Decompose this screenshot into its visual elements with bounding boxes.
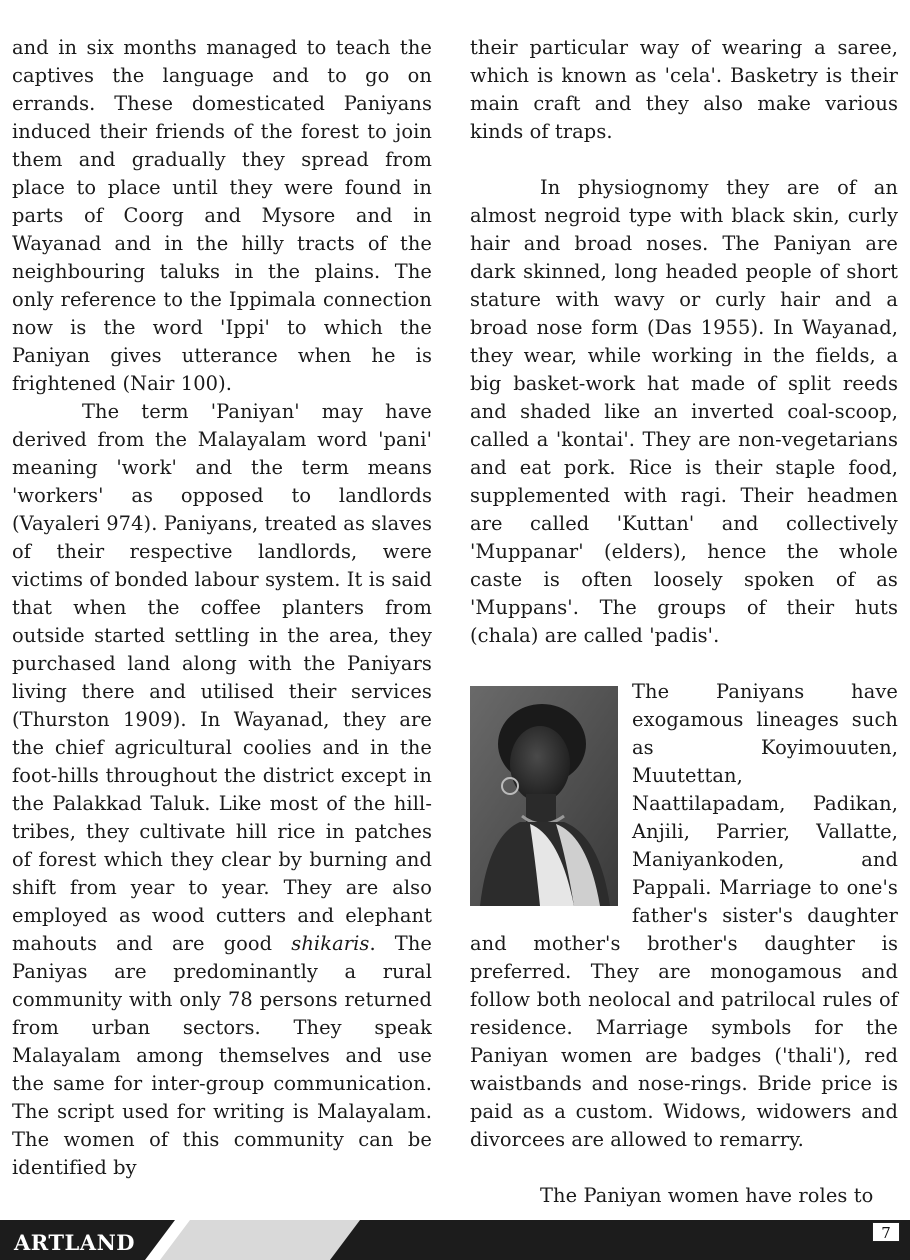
page-footer — [0, 1220, 910, 1260]
italic-term-shikaris: shikaris — [291, 932, 370, 955]
paragraph-term-paniyan-text: The term 'Paniyan' may have derived from the Malayalam word 'pani' meaning 'work' and the term means 'workers' as opposed to landlords (Vayaleri 974). Paniyans, treated as slaves of their respective landlords, were victims of bonded labour system. It is said that when the coffee planters from outside started settling in the area, they purchased land along with the Paniyars living there and utilised their services (Thurston 1909). In Wayanad, they are the chief agricultural coolies and in the foot-hills throughout the district except in the Palakkad Taluk. Like most of the hill-tribes, they cultivate hill rice in patches of forest which they clear by burning and shift from year to year. They are also employed as wood cutters and elephant mahouts and are good — [12, 400, 432, 955]
paragraph-term-paniyan — [12, 398, 432, 1182]
portrait-photo-image — [470, 686, 618, 906]
figure-section — [470, 678, 898, 1154]
brand-logo-text: ARTLAND — [14, 1230, 135, 1255]
paragraph-lineages-marriage: The Paniyans have exogamous lineages such as Koyimouuten, Muutettan, Naattilapadam, Padikan, Anjili, Parrier, Vallatte, Maniyankoden, and Pappali. Marriage to one's father's sister's daughter and mother's brother's daughter is preferred. They are monogamous and follow both neolocal and patrilocal rules of residence. Marriage symbols for the Paniyan women are badges ('thali'), red waistbands and nose-rings. Bride price is paid as a custom. Widows, widowers and divorcees are allowed to remarry. — [470, 680, 898, 1151]
paragraph-women-roles: The Paniyan women have roles to — [540, 1184, 874, 1207]
paragraph-physiognomy: In physiognomy they are of an almost negroid type with black skin, curly hair and broad noses. The Paniyan are dark skinned, long headed people of short stature with wavy or curly hair and a broad nose form (Das 1955). In Wayanad, they wear, while working in the fields, a big basket-work hat made of split reeds and shaded like an inverted coal-scoop, called a 'kontai'. They are non-vegetarians and eat pork. Rice is their staple food, supplemented with ragi. Their headmen are called 'Kuttan' and collectively 'Muppanar' (elders), hence the whole caste is often loosely spoken of as 'Muppans'. The groups of their huts (chala) are called 'padis'. — [470, 176, 898, 647]
paragraph-capture-story: and in six months managed to teach the captives the language and to go on errands. These domesticated Paniyans induced their friends of the forest to join them and gradually they spread from place to place until they were found in parts of Coorg and Mysore and in Wayanad and in the hilly tracts of the neighbouring taluks in the plains. The only reference to the Ippimala connection now is the word 'Ippi' to which the Paniyan gives utterance when he is frightened (Nair 100). — [12, 36, 432, 395]
paragraph-term-paniyan-continued: . The Paniyas are predominantly a rural community with only 78 persons returned from urban sectors. They speak Malayalam among themselves and use the same for inter-group communication. The script used for writing is Malayalam. The women of this community can be identified by — [12, 932, 432, 1179]
right-column — [470, 34, 898, 1210]
portrait-photo — [470, 686, 618, 906]
page-number: 7 — [872, 1222, 900, 1242]
left-column — [12, 34, 432, 1182]
paragraph-saree-basketry: their particular way of wearing a saree, which is known as 'cela'. Basketry is their main craft and they also make various kinds of traps. — [470, 36, 898, 143]
footer-bar-graphic — [0, 1220, 910, 1260]
